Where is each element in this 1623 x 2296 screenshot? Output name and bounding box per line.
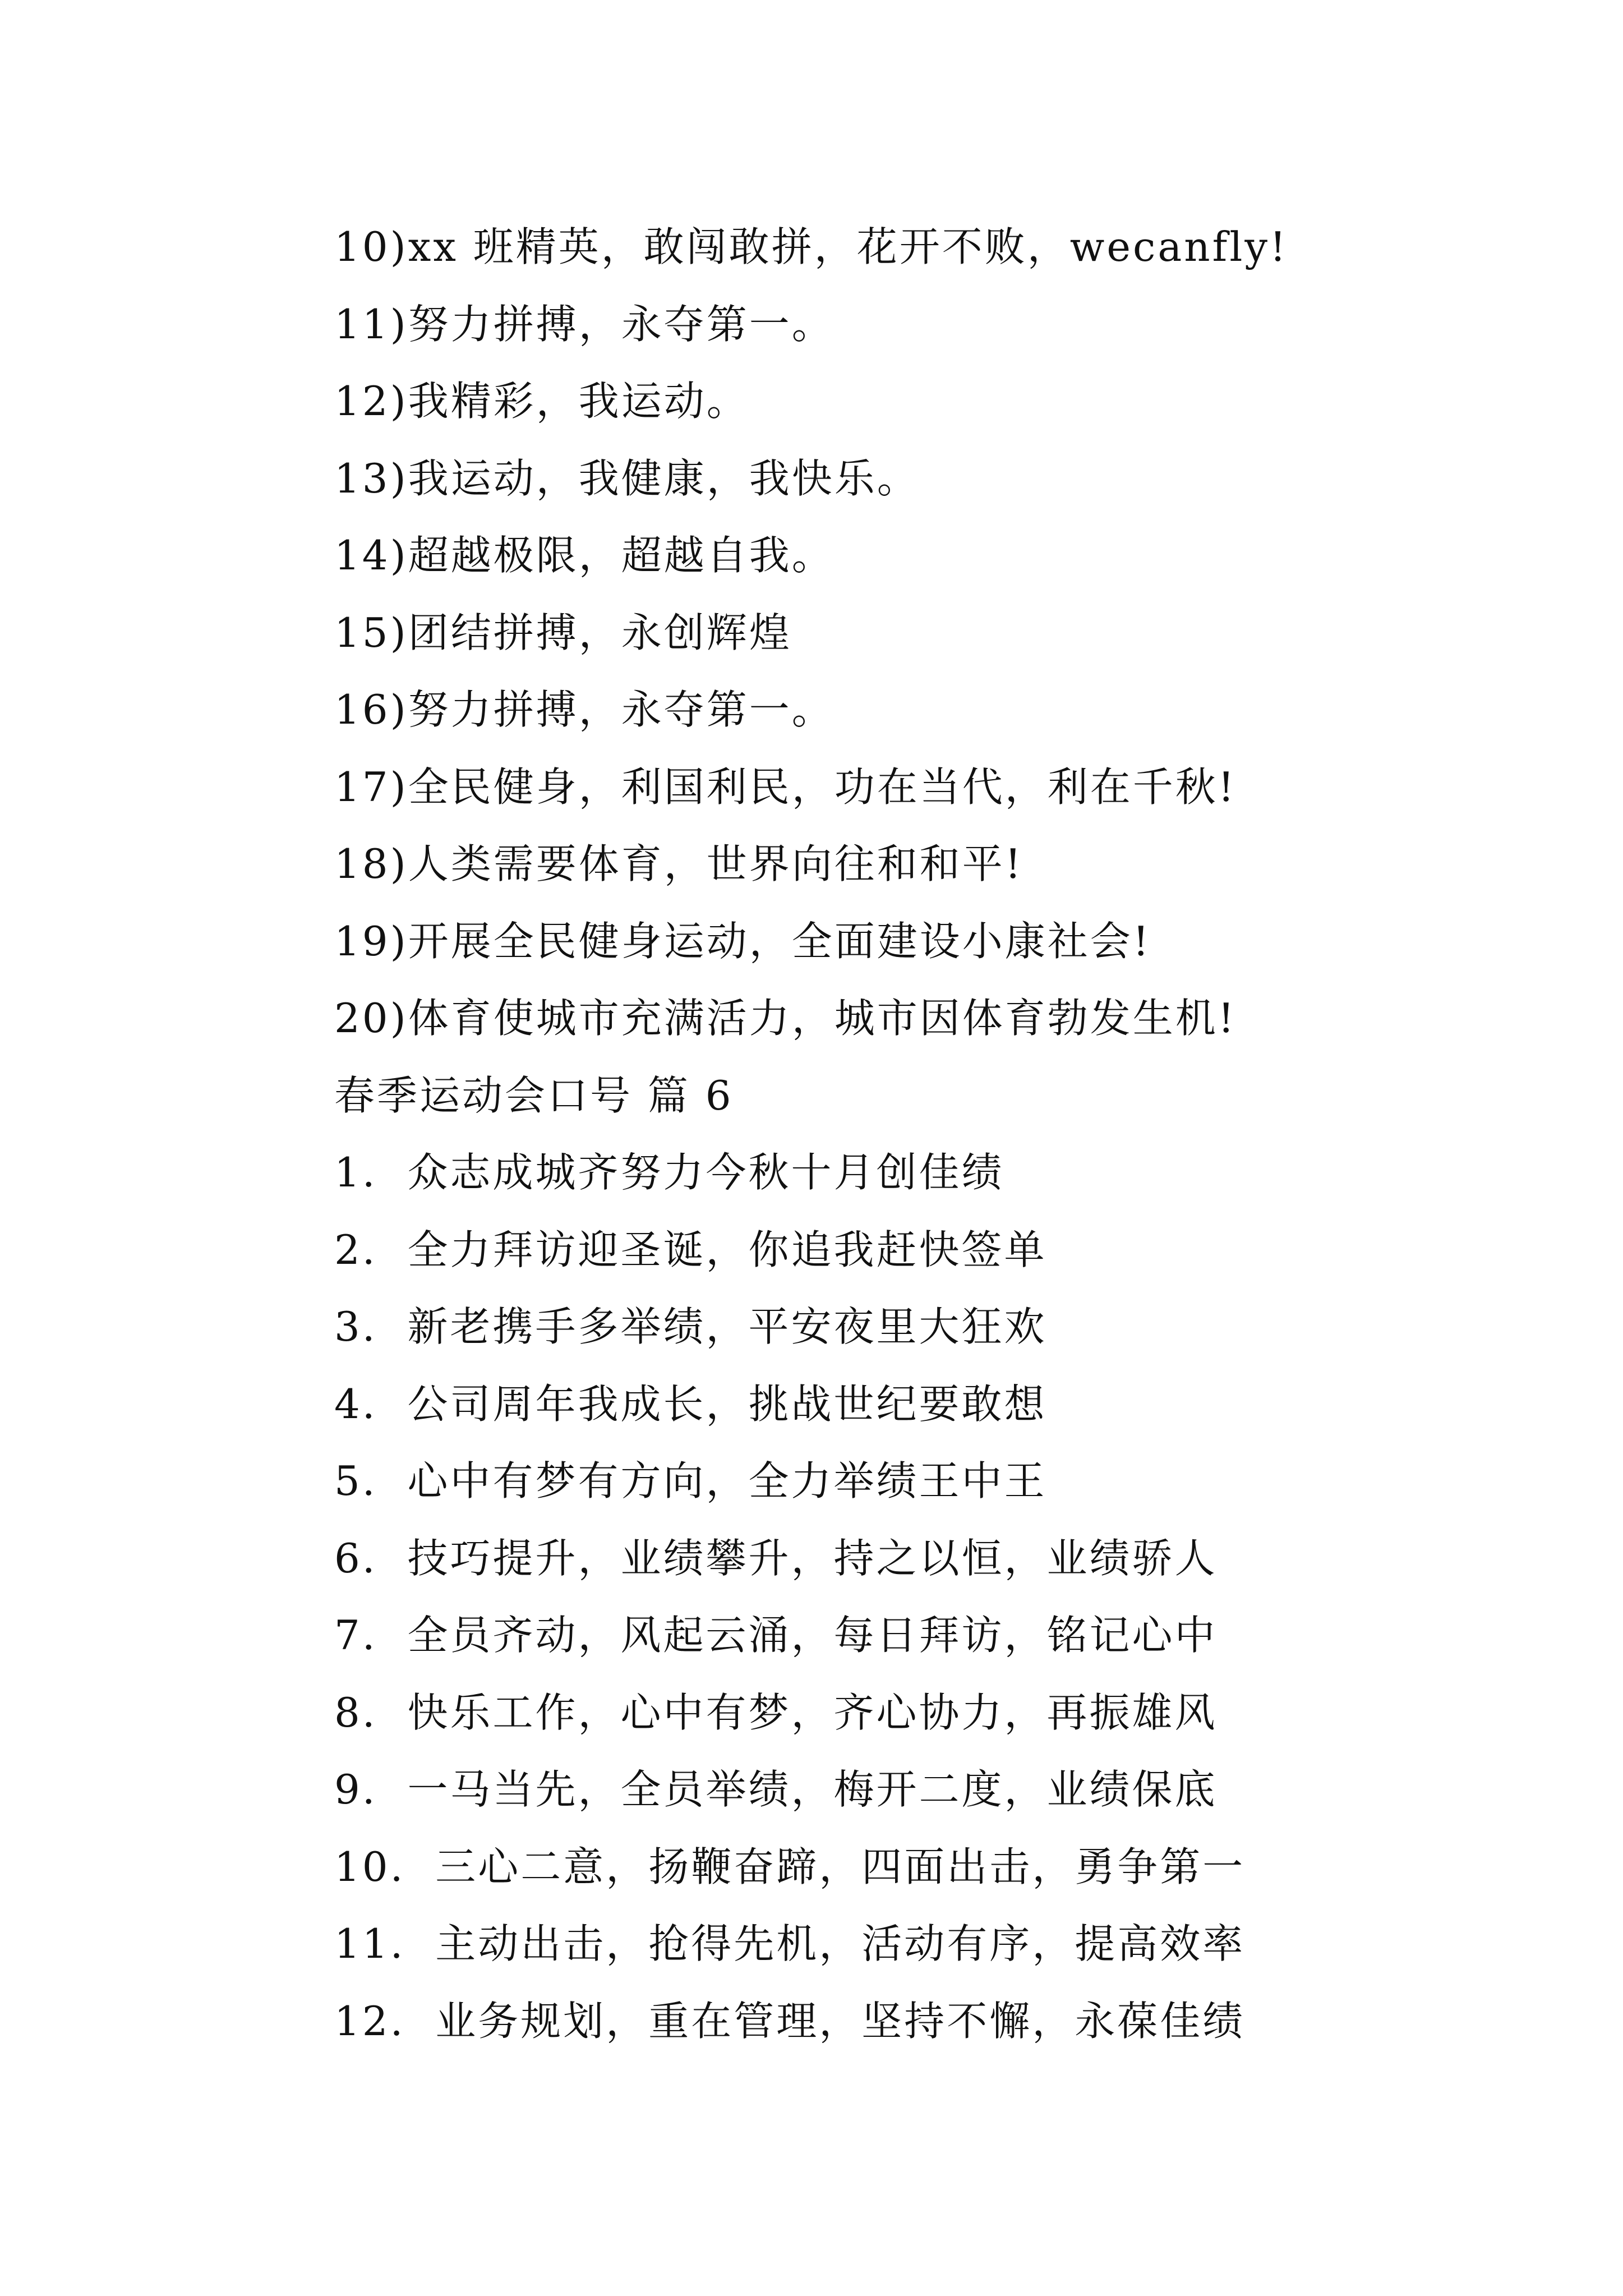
text-line: 4. 公司周年我成长，挑战世纪要敢想 bbox=[334, 1380, 1047, 1428]
text-line: 12. 业务规划，重在管理，坚持不懈，永葆佳绩 bbox=[334, 1997, 1246, 2045]
text-line: 17)全民健身，利国利民，功在当代，利在千秋! bbox=[334, 763, 1237, 811]
text-line: 11. 主动出击，抢得先机，活动有序，提高效率 bbox=[334, 1920, 1246, 1967]
text-line: 5. 心中有梦有方向，全力举绩王中王 bbox=[334, 1457, 1047, 1504]
text-line: 20)体育使城市充满活力，城市因体育勃发生机! bbox=[334, 995, 1237, 1042]
text-line: 11)努力拼搏，永夺第一。 bbox=[334, 300, 834, 348]
text-line: 14)超越极限，超越自我。 bbox=[334, 532, 834, 579]
text-line: 10)xx 班精英，敢闯敢拼，花开不败，wecanfly! bbox=[334, 223, 1288, 270]
text-line: 7. 全员齐动，风起云涌，每日拜访，铭记心中 bbox=[334, 1612, 1218, 1659]
text-line: 9. 一马当先，全员举绩，梅开二度，业绩保底 bbox=[334, 1766, 1218, 1813]
text-line: 18)人类需要体育，世界向往和和平! bbox=[334, 840, 1023, 887]
text-line: 16)努力拼搏，永夺第一。 bbox=[334, 686, 834, 733]
text-line: 3. 新老携手多举绩，平安夜里大狂欢 bbox=[334, 1303, 1047, 1350]
text-line: 15)团结拼搏，永创辉煌 bbox=[334, 609, 792, 656]
text-line: 12)我精彩，我运动。 bbox=[334, 378, 749, 425]
text-line: 19)开展全民健身运动，全面建设小康社会! bbox=[334, 917, 1151, 965]
section-heading: 春季运动会口号 篇 6 bbox=[334, 1071, 734, 1119]
text-line: 8. 快乐工作，心中有梦，齐心协力，再振雄风 bbox=[334, 1688, 1218, 1736]
text-line: 10. 三心二意，扬鞭奋蹄，四面出击，勇争第一 bbox=[334, 1843, 1246, 1890]
document-body bbox=[334, 209, 1540, 2060]
text-line: 13)我运动，我健康，我快乐。 bbox=[334, 454, 920, 502]
text-line: 6. 技巧提升，业绩攀升，持之以恒，业绩骄人 bbox=[334, 1534, 1218, 1582]
text-line: 2. 全力拜访迎圣诞，你追我赶快签单 bbox=[334, 1226, 1047, 1273]
text-line: 1. 众志成城齐努力今秋十月创佳绩 bbox=[334, 1149, 1004, 1196]
